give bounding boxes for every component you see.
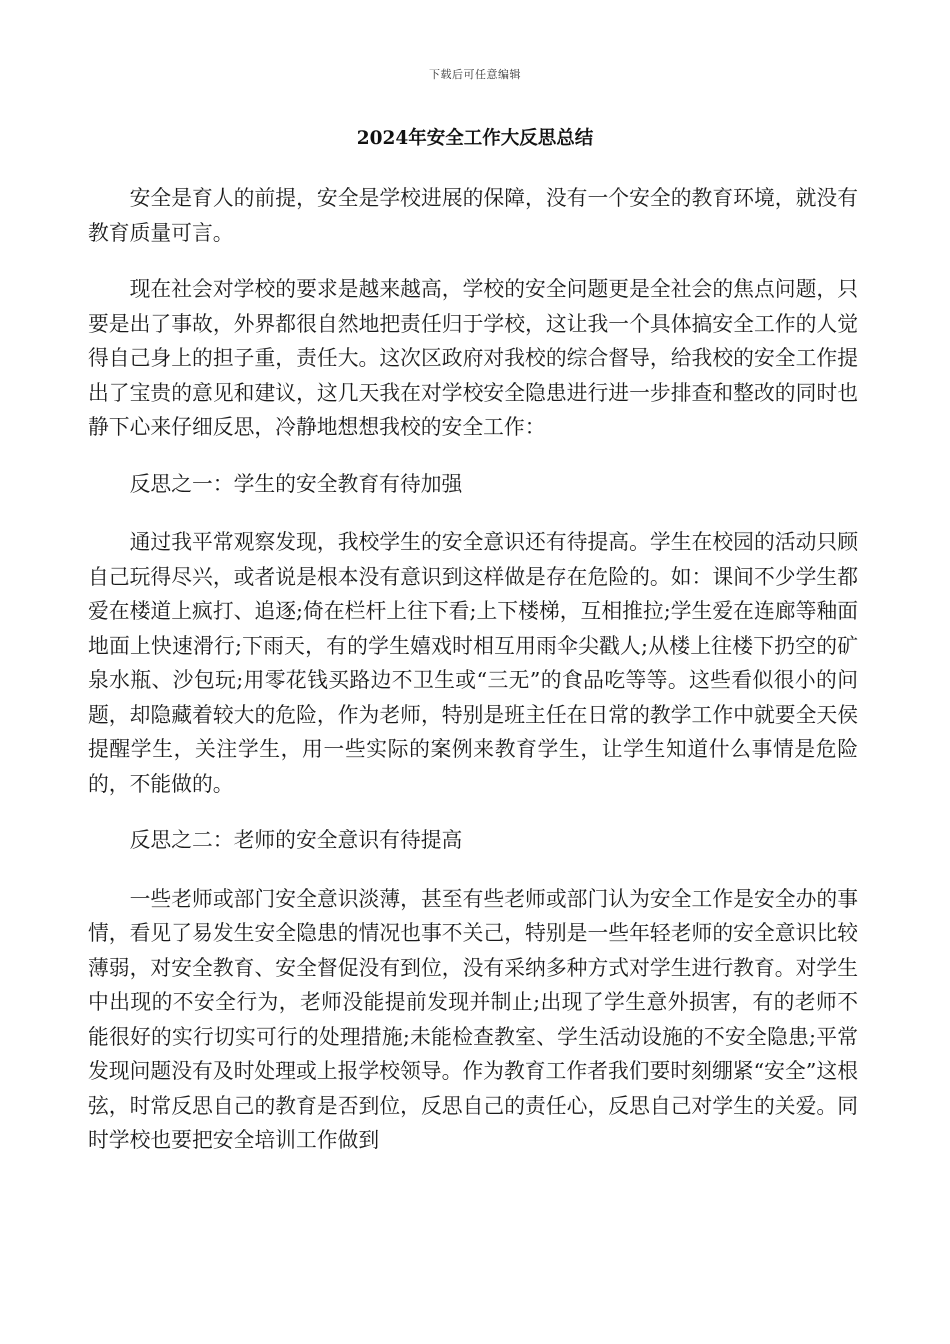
paragraph-teacher-safety: 一些老师或部门安全意识淡薄，甚至有些老师或部门认为安全工作是安全办的事情，看见了易发生安全隐患的情况也事不关己，特别是一些年轻老师的安全意识比较薄弱，对安全教育、安全督促没有到位，没有采纳多种方式对学生进行教育。对学生中出现的不安全行为，老师没能提前发现并制止;出现了学生意外损害，有的老师不能很好的实行切实可行的处理措施;未能检查教室、学生活动设施的不安全隐患;平常发现问题没有及时处理或上报学校领导。作为教育工作者我们要时刻绷紧“安全”这根弦，时常反思自己的教育是否到位，反思自己的责任心，反思自己对学生的关爱。同时学校也要把安全培训工作做到 bbox=[88, 886, 858, 1152]
header-note: 下载后可任意编辑 bbox=[429, 68, 521, 81]
paragraph-intro: 安全是育人的前提，安全是学校进展的保障，没有一个安全的教育环境，就没有教育质量可言。 bbox=[88, 186, 858, 245]
paragraph-context: 现在社会对学校的要求是越来越高，学校的安全问题更是全社会的焦点问题，只要是出了事故，外界都很自然地把责任归于学校，这让我一个具体搞安全工作的人觉得自己身上的担子重，责任大。这次区政府对我校的综合督导，给我校的安全工作提出了宝贵的意见和建议，这几天我在对学校安全隐患进行进一步排查和整改的同时也静下心来仔细反思，冷静地想想我校的安全工作： bbox=[88, 277, 858, 439]
document-title: 2024年安全工作大反思总结 bbox=[356, 128, 594, 149]
document-body bbox=[88, 181, 858, 1180]
section-heading-2: 反思之二：老师的安全意识有待提高 bbox=[129, 828, 463, 852]
section-heading-1: 反思之一：学生的安全教育有待加强 bbox=[129, 471, 463, 496]
paragraph-student-safety: 通过我平常观察发现，我校学生的安全意识还有待提高。学生在校园的活动只顾自己玩得尽兴，或者说是根本没有意识到这样做是存在危险的。如：课间不少学生都爱在楼道上疯打、追逐;倚在栏杆上往下看;上下楼梯，互相推拉;学生爱在连廊等釉面地面上快速滑行;下雨天，有的学生嬉戏时相互用雨伞尖戳人;从楼上往楼下扔空的矿泉水瓶、沙包玩;用零花钱买路边不卫生或“三无”的食品吃等等。这些看似很小的问题，却隐藏着较大的危险，作为老师，特别是班主任在日常的教学工作中就要全天侯提醒学生，关注学生，用一些实际的案例来教育学生，让学生知道什么事情是危险的，不能做的。 bbox=[88, 530, 858, 796]
